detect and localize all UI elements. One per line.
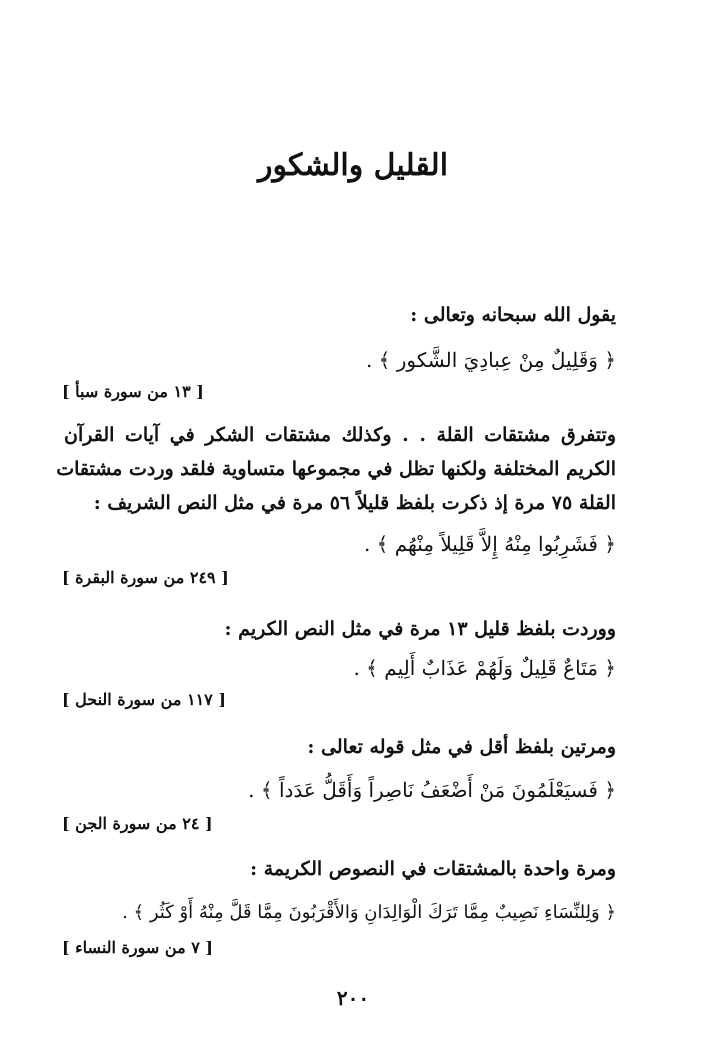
verse-1-reference: [ ١٣ من سورة سبأ ]	[62, 382, 204, 401]
page-number: ٢٠٠	[336, 986, 370, 1010]
verse-5: ﴿ وَلِلنِّسَاءِ نَصِيبٌ مِمَّا تَرَكَ الْوَالِدَانِ وَالأَقْرَبُونَ مِمَّا قَلَّ مِنْهُ أَوْ كَثُر ﴾ .	[122, 902, 616, 923]
verse-3-reference: [ ١١٧ من سورة النحل ]	[62, 690, 226, 709]
paragraph-line-3: القلة ٧٥ مرة إذ ذكرت بلفظ قليلاً ٥٦ مرة في مثل النص الشريف :	[93, 492, 616, 514]
chapter-title: القليل والشكور	[257, 148, 449, 183]
paragraph-line-2: الكريم المختلفة ولكنها تظل في مجموعها متساوية فلقد وردت مشتقات	[56, 458, 616, 480]
body-text-2: ووردت بلفظ قليل ١٣ مرة في مثل النص الكريم :	[224, 618, 616, 640]
verse-3: ﴿ مَتَاعٌ قَلِيلٌ وَلَهُمْ عَذَابٌ أَلِيم ﴾ .	[353, 656, 616, 680]
intro-text: يقول الله سبحانه وتعالى :	[410, 304, 616, 326]
body-text-4: ومرة واحدة بالمشتقات في النصوص الكريمة :	[250, 858, 616, 880]
verse-2: ﴿ فَشَرِبُوا مِنْهُ إِلاَّ قَلِيلاً مِنْهُم ﴾ .	[363, 532, 616, 556]
verse-1: ﴿ وَقَلِيلٌ مِنْ عِبادِيَ الشَّكور ﴾ .	[365, 348, 616, 372]
body-text-3: ومرتين بلفظ أقل في مثل قوله تعالى :	[307, 736, 616, 758]
paragraph-line-1: وتتفرق مشتقات القلة . . وكذلك مشتقات الشكر في آيات القرآن	[64, 424, 616, 446]
verse-5-reference: [ ٧ من سورة النساء ]	[62, 938, 213, 957]
verse-2-reference: [ ٢٤٩ من سورة البقرة ]	[62, 568, 229, 587]
verse-4-reference: [ ٢٤ من سورة الجن ]	[62, 814, 213, 833]
verse-4: ﴿ فَسيَعْلَمُونَ مَنْ أَضْعَفُ نَاصِراً وَأَقَلُّ عَدَداً ﴾ .	[248, 778, 616, 802]
